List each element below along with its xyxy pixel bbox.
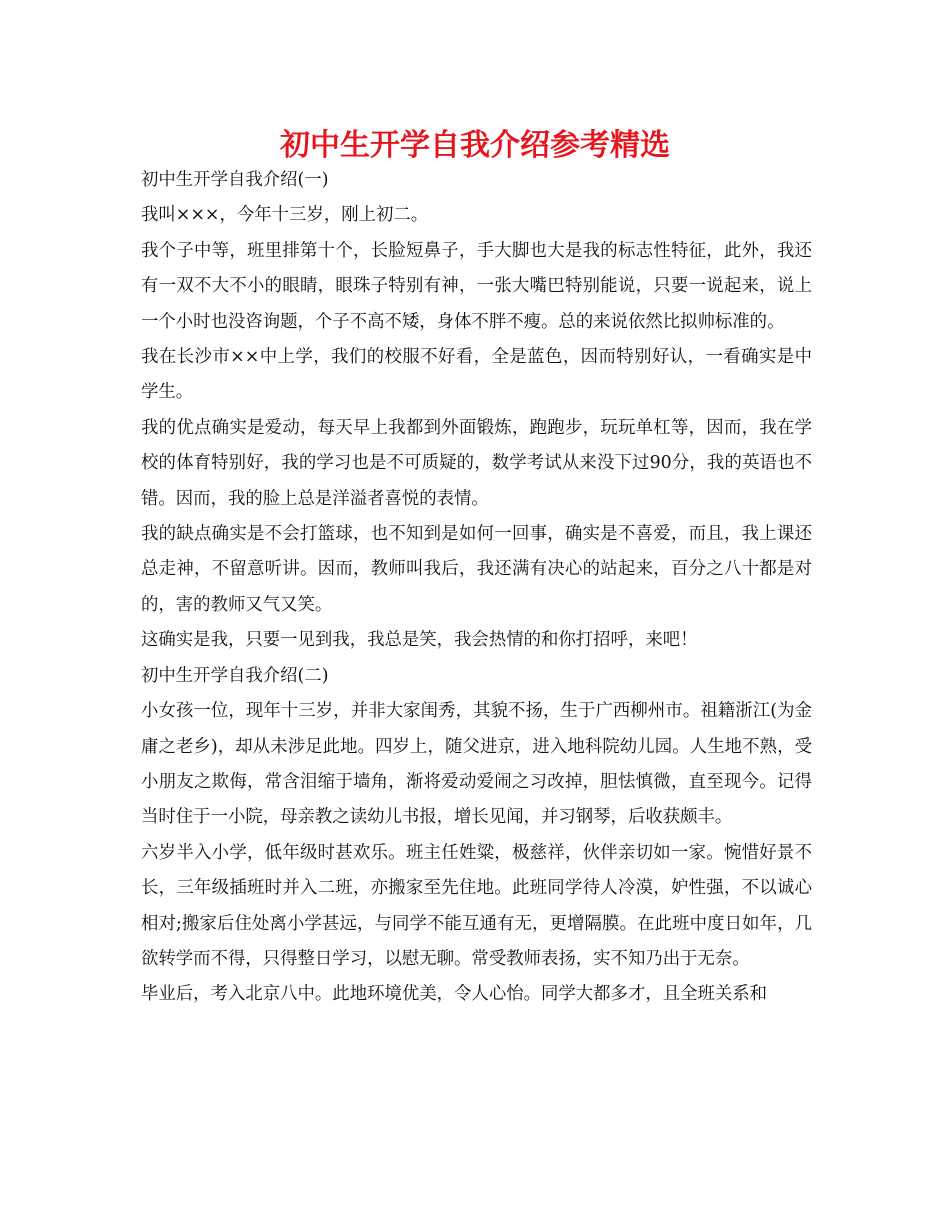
section-heading: 初中生开学自我介绍(一) — [141, 170, 329, 190]
paragraph: 我在长沙市××中上学，我们的校服不好看，全是蓝色，因而特别好认，一看确实是中学生。 — [141, 347, 812, 403]
paragraph: 毕业后，考入北京八中。此地环境优美，令人心怡。同学大都多才，且全班关系和 — [141, 984, 768, 1005]
paragraph: 我的优点确实是爱动，每天早上我都到外面锻炼，跑跑步，玩玩单杠等，因而，我在学校的体育特别好，我的学习也是不可质疑的，数学考试从来没下过90分，我的英语也不错。因而，我的脸上总是洋溢者喜悦的表情。 — [141, 417, 812, 509]
paragraph: 我叫×××，今年十三岁，刚上初二。 — [141, 205, 429, 226]
document-title: 初中生开学自我介绍参考精选 — [280, 128, 670, 163]
paragraph: 我的缺点确实是不会打篮球，也不知到是如何一回事，确实是不喜爱，而且，我上课还总走神，不留意听讲。因而，教师叫我后，我还满有决心的站起来，百分之八十都是对的，害的教师又气又笑。 — [141, 524, 812, 615]
paragraph: 小女孩一位，现年十三岁，并非大家闺秀，其貌不扬，生于广西柳州市。祖籍浙江(为金庸之老乡)，却从未涉足此地。四岁上，随父进京，进入地科院幼儿园。人生地不熟，受小朋友之欺侮，常含泪缩于墙角，渐将爱动爱闹之习改掉，胆怯慎微，直至现今。记得当时住于一小院，母亲教之读幼儿书报，增长见闻，并习钢琴，后收获颇丰。 — [141, 701, 812, 828]
document-body — [141, 163, 812, 1013]
paragraph: 六岁半入小学，低年级时甚欢乐。班主任姓粱，极慈祥，伙伴亲切如一家。惋惜好景不长，三年级插班时并入二班，亦搬家至先住地。此班同学待人冷漠，妒性强，不以诚心相对;搬家后住处离小学甚远，与同学不能互通有无，更增隔膜。在此班中度日如年，几欲转学而不得，只得整日学习，以慰无聊。常受教师表扬，实不知乃出于无奈。 — [141, 842, 812, 969]
paragraph: 我个子中等，班里排第十个，长脸短鼻子，手大脚也大是我的标志性特征，此外，我还有一双不大不小的眼睛，眼珠子特别有神，一张大嘴巴特别能说，只要一说起来，说上一个小时也没咨询题，个子不高不矮，身体不胖不瘦。总的来说依然比拟帅标准的。 — [141, 240, 812, 332]
section-heading: 初中生开学自我介绍(二) — [141, 665, 329, 686]
paragraph: 这确实是我，只要一见到我，我总是笑，我会热情的和你打招呼，来吧！ — [141, 630, 698, 651]
